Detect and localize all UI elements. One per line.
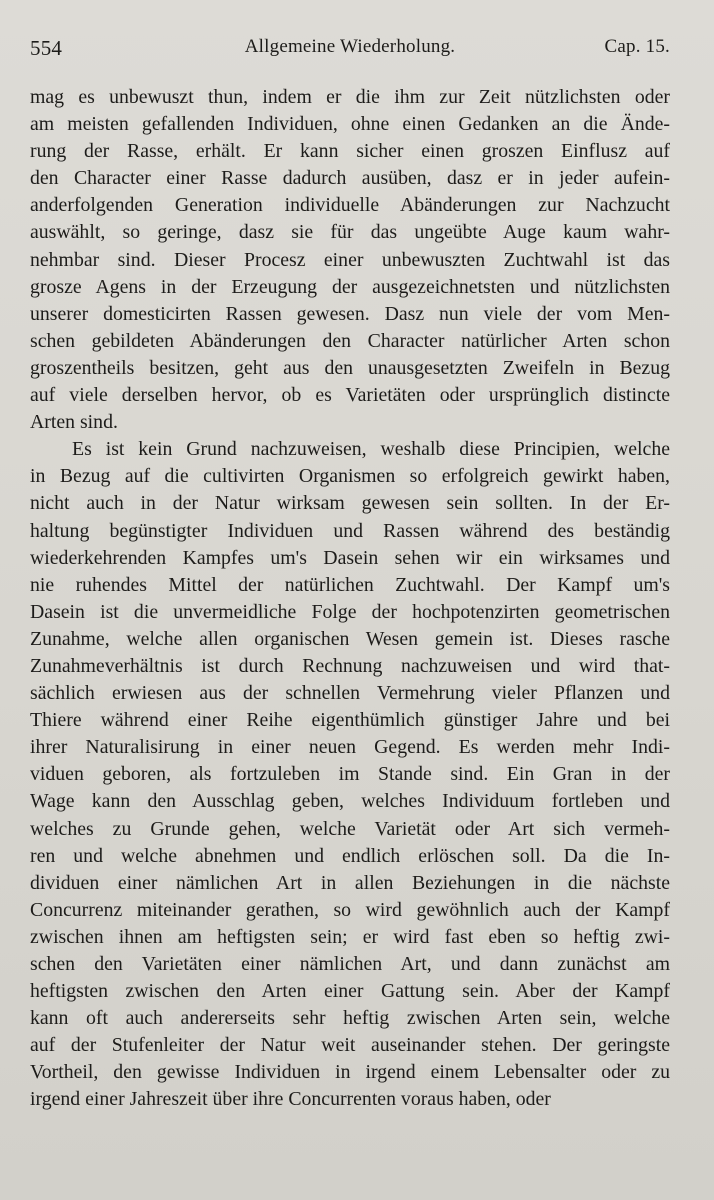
page-number: 554 bbox=[30, 36, 63, 60]
text-line: rung der Rasse, erhält. Er kann sicher einen groszen Einflusz auf bbox=[30, 140, 670, 163]
text-line: wiederkehrenden Kampfes um's Dasein sehen wir ein wirksames und bbox=[30, 546, 670, 569]
text-line: unserer domesticirten Rassen gewesen. Dasz nun viele der vom Men- bbox=[30, 302, 670, 325]
text-line: heftigsten zwischen den Arten einer Gattung sein. Aber der Kampf bbox=[30, 980, 670, 1003]
text-line: Concurrenz miteinander gerathen, so wird gewöhnlich auch der Kampf bbox=[30, 898, 670, 921]
paragraph bbox=[30, 436, 670, 1113]
text-line: schen den Varietäten einer nämlichen Art, und dann zunächst am bbox=[30, 953, 670, 975]
text-line: nicht auch in der Natur wirksam gewesen sein sollten. In der Er- bbox=[30, 492, 670, 515]
text-line: Es ist kein Grund nachzuweisen, weshalb diese Principien, welche bbox=[72, 438, 670, 461]
text-line: welches zu Grunde gehen, welche Varietät oder Art sich vermeh- bbox=[30, 817, 670, 840]
text-line: ihrer Naturalisirung in einer neuen Gegend. Es werden mehr Indi- bbox=[30, 736, 670, 759]
text-line: anderfolgenden Generation individuelle Abänderungen zur Nachzucht bbox=[30, 194, 670, 217]
text-line: irgend einer Jahreszeit über ihre Concurrenten voraus haben, oder bbox=[30, 1088, 551, 1111]
text-line: haltung begünstigter Individuen und Rassen während des beständig bbox=[30, 519, 670, 542]
chapter-label: Cap. 15. bbox=[604, 36, 670, 57]
text-line: grosze Agens in der Erzeugung der ausgezeichnetsten und nützlichsten bbox=[30, 275, 670, 298]
text-line: zwischen ihnen am heftigsten sein; er wird fast eben so heftig zwi- bbox=[30, 925, 670, 948]
text-line: dividuen einer nämlichen Art in allen Beziehungen in die nächste bbox=[30, 871, 670, 894]
text-line: in Bezug auf die cultivirten Organismen so erfolgreich gewirkt haben, bbox=[30, 465, 670, 488]
text-line: auswählt, so geringe, dasz sie für das ungeübte Auge kaum wahr- bbox=[30, 221, 670, 244]
text-line: Arten sind. bbox=[30, 411, 118, 434]
text-line: nie ruhendes Mittel der natürlichen Zuchtwahl. Der Kampf um's bbox=[30, 573, 670, 596]
text-line: Vortheil, den gewisse Individuen in irgend einem Lebensalter oder zu bbox=[30, 1061, 670, 1084]
text-line: auf der Stufenleiter der Natur weit auseinander stehen. Der geringste bbox=[30, 1034, 670, 1057]
text-line: am meisten gefallenden Individuen, ohne einen Gedanken an die Ände- bbox=[30, 113, 670, 136]
text-line: den Character einer Rasse dadurch ausüben, dasz er in jeder aufein- bbox=[30, 167, 670, 190]
text-line: kann oft auch andererseits sehr heftig zwischen Arten sein, welche bbox=[30, 1007, 670, 1030]
text-line: Zunahme, welche allen organischen Wesen gemein ist. Dieses rasche bbox=[30, 627, 670, 650]
text-line: Zunahmeverhältnis ist durch Rechnung nachzuweisen und wird that- bbox=[30, 654, 670, 677]
paragraph bbox=[30, 84, 670, 436]
text-line: mag es unbewuszt thun, indem er die ihm zur Zeit nützlichsten oder bbox=[30, 86, 670, 108]
text-line: ren und welche abnehmen und endlich erlöschen soll. Da die In- bbox=[30, 844, 670, 867]
text-line: Dasein ist die unvermeidliche Folge der hochpotenzirten geometrischen bbox=[30, 600, 670, 623]
text-line: Thiere während einer Reihe eigenthümlich günstiger Jahre und bei bbox=[30, 709, 670, 732]
text-line: nehmbar sind. Dieser Procesz einer unbewuszten Zuchtwahl ist das bbox=[30, 248, 670, 271]
body-text bbox=[30, 84, 670, 1114]
text-line: sächlich erwiesen aus der schnellen Vermehrung vieler Pflanzen und bbox=[30, 682, 670, 705]
text-line: schen gebildeten Abänderungen den Character natürlicher Arten schon bbox=[30, 329, 670, 352]
running-title: Allgemeine Wiederholung. bbox=[244, 36, 456, 57]
text-line: viduen geboren, als fortzuleben im Stande sind. Ein Gran in der bbox=[30, 763, 670, 786]
text-line: Wage kann den Ausschlag geben, welches Individuum fortleben und bbox=[30, 790, 670, 813]
text-line: auf viele derselben hervor, ob es Varietäten oder ursprünglich distincte bbox=[30, 384, 670, 407]
text-line: groszentheils besitzen, geht aus den unausgesetzten Zweifeln in Bezug bbox=[30, 356, 670, 379]
page-header bbox=[30, 36, 670, 66]
